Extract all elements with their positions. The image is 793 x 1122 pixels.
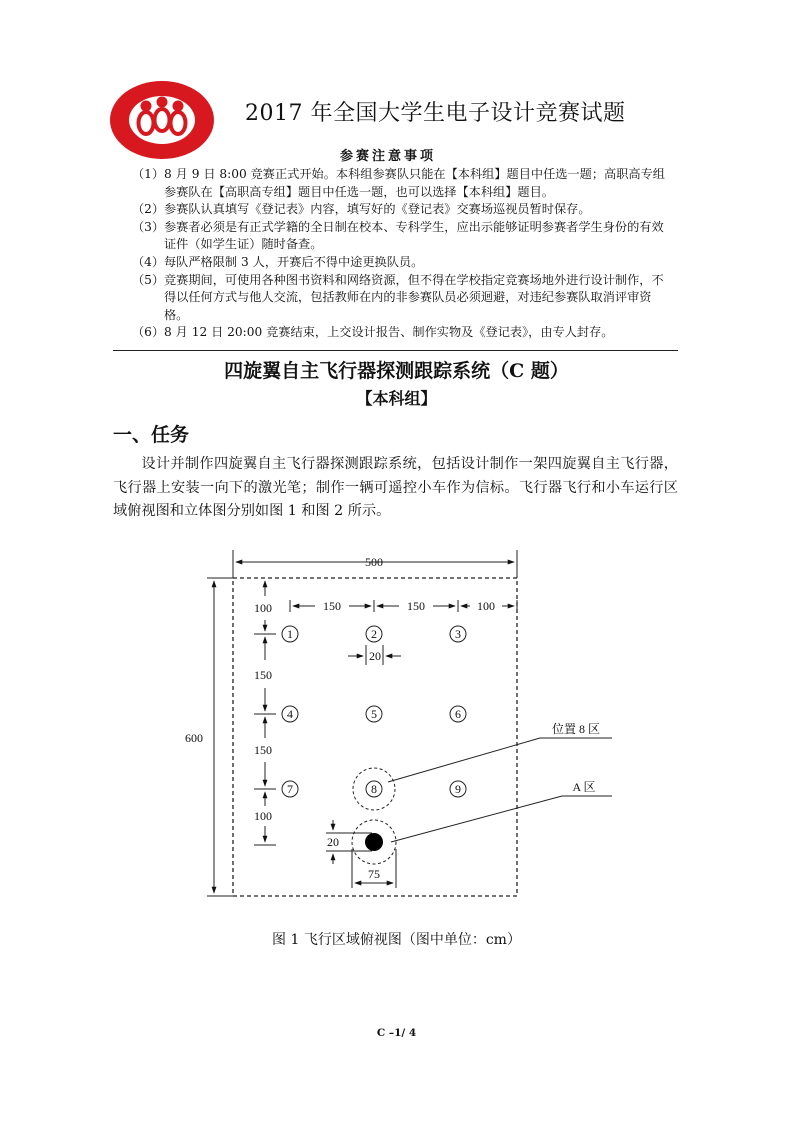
svg-text:3: 3 [455,627,461,641]
note-number: （5） [132,272,165,287]
problem-group-label: 【本科组】 [356,389,437,408]
spacing-y-label-1: 150 [254,668,272,682]
height-dimension-label: 600 [185,731,203,745]
note-number: （3） [132,219,165,234]
note-item [132,324,672,342]
problem-title: 四旋翼自主飞行器探测跟踪系统（C 题） [224,360,569,382]
section-divider [113,350,678,351]
svg-text:1: 1 [287,627,293,641]
note-number: （1） [132,167,165,181]
section-heading-task: 一、任务 [113,424,190,446]
svg-text:4: 4 [287,707,293,721]
competition-logo-icon [110,81,214,159]
figure-1-flight-area [180,540,640,910]
svg-text:2: 2 [371,627,377,641]
spacing-y-label-2: 150 [254,743,272,757]
marker-8 [353,768,395,810]
task-paragraph: 设计并制作四旋翼自主飞行器探测跟踪系统，包括设计制作一架四旋翼自主飞行器，飞行器上安装一向下的激光笔；制作一辆可遥控小车作为信标。飞行器飞行和小车运行区域俯视图和立体图分别如图 1 和图 2 所示。 [113,456,678,519]
svg-text:6: 6 [455,707,461,721]
note-text: 竞赛期间，可使用各种图书资料和网络资源，但不得在学校指定竞赛场地外进行设计制作，不得以任何方式与他人交流，包括教师在内的非参赛队员必须迴避，对违纪参赛队取消评审资格。 [164,272,664,322]
competition-logo [106,78,218,162]
position-8-callout: 位置 8 区 [551,722,601,736]
page-header-title: 2017 年全国大学生电子设计竞赛试题 [245,101,626,126]
page-number: C –1/ 4 [376,1027,417,1039]
marker-6 [450,706,466,722]
zone-a-span-label: 75 [368,867,380,881]
svg-text:5: 5 [371,707,377,721]
note-number: （6） [132,325,165,340]
note-item [132,254,672,272]
figure-1-caption: 图 1 飞行区域俯视图（图中单位：cm） [272,932,521,948]
zone-a-callout: A 区 [572,780,596,794]
marker-3 [450,626,466,642]
top-margin-label: 100 [254,601,272,615]
notes-heading: 参赛注意事项 [340,149,437,164]
circle-diameter-label: 20 [369,649,381,663]
svg-text:9: 9 [455,782,461,796]
note-item [132,272,672,325]
spacing-x-label-3: 100 [477,599,495,613]
note-number: （2） [132,202,165,217]
spacing-x-label-2: 150 [407,599,425,613]
width-dimension-label: 500 [365,555,383,569]
marker-5 [366,706,382,722]
zone-a-center [365,833,383,851]
note-text: 8 月 9 日 8:00 竞赛正式开始。本科组参赛队只能在【本科组】题目中任选一题；高职高专组参赛队在【高职高专组】题目中任选一题，也可以选择【本科组】题目。 [164,167,665,199]
spacing-x-label-1: 150 [323,599,341,613]
note-text: 参赛者必须是有正式学籍的全日制在校本、专科学生，应出示能够证明参赛者学生身份的有效证件（如学生证）随时备查。 [164,219,664,252]
marker-7 [282,781,298,797]
marker-9 [450,781,466,797]
svg-text:7: 7 [287,782,293,796]
svg-text:8: 8 [371,782,377,796]
note-number: （4） [132,254,165,269]
marker-2 [366,626,382,642]
note-text: 参赛队认真填写《登记表》内容，填写好的《登记表》交赛场巡视员暂时保存。 [164,202,591,217]
marker-4 [282,706,298,722]
notes-list [132,166,672,342]
note-item [132,166,672,201]
note-text: 8 月 12 日 20:00 竞赛结束，上交设计报告、制作实物及《登记表》，由专人封存。 [164,325,614,340]
note-text: 每队严格限制 3 人，开赛后不得中途更换队员。 [164,254,424,269]
note-item [132,219,672,254]
zone-a-diameter-label: 20 [327,835,339,849]
note-item [132,201,672,219]
spacing-y-label-3: 100 [254,809,272,823]
marker-1 [282,626,298,642]
